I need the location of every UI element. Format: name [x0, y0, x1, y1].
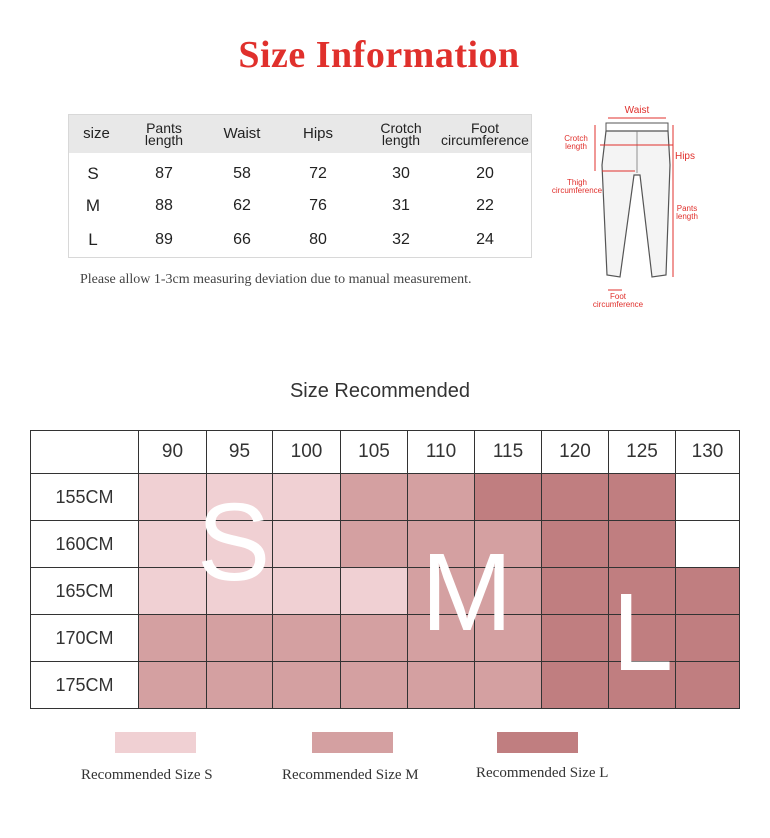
header-hips: [280, 115, 356, 153]
grid-column-header: 130: [676, 431, 740, 474]
grid-cell-size-l: [542, 521, 609, 568]
row-value: 66: [233, 231, 251, 248]
grid-column-header: 115: [475, 431, 542, 474]
grid-row-label: 160CM: [31, 521, 139, 568]
row-value: 76: [309, 197, 327, 214]
legend-swatch-s: [115, 732, 196, 753]
legend-swatch-l: [497, 732, 578, 753]
row-value: 72: [309, 165, 327, 182]
grid-column-header: 105: [341, 431, 408, 474]
grid-cell-size-m: [139, 662, 207, 709]
grid-row-label: 155CM: [31, 474, 139, 521]
size-info-header: [69, 115, 531, 153]
diagram-label-foot-line2: circumference: [592, 300, 644, 309]
grid-row-label: 165CM: [31, 568, 139, 615]
header-waist-label: Waist: [223, 125, 261, 142]
grid-cell-size-l: [676, 662, 740, 709]
grid-cell-size-m: [341, 521, 408, 568]
grid-cell-size-m: [475, 662, 542, 709]
page-title: Size Information: [238, 34, 520, 76]
grid-cell-size-l: [542, 662, 609, 709]
header-crotch-line1: Crotch: [380, 120, 422, 136]
diagram-label-pants-line2: length: [676, 212, 698, 221]
row-value: 87: [155, 165, 173, 182]
diagram-label-pants-length: [672, 205, 702, 221]
grid-cell-size-l: [676, 568, 740, 615]
overlay-letter-m: M: [421, 531, 513, 654]
grid-cell-size-l: [542, 568, 609, 615]
overlay-letter-s: S: [197, 481, 271, 604]
grid-cell-size-m: [207, 615, 273, 662]
recommend-title: Size Recommended: [289, 380, 471, 402]
row-value: 20: [476, 165, 494, 182]
grid-row-label: 175CM: [31, 662, 139, 709]
grid-column-header: 110: [408, 431, 475, 474]
diagram-label-thigh-line1: Thigh: [566, 178, 587, 187]
pants-diagram: [552, 105, 712, 315]
header-pants-length-line1: Pants: [146, 120, 182, 136]
grid-cell-size-s: [341, 568, 408, 615]
grid-column-header: 125: [609, 431, 676, 474]
grid-cell-size-m: [341, 662, 408, 709]
header-size-label: size: [83, 125, 110, 142]
grid-cell-size-s: [273, 568, 341, 615]
row-value: 31: [392, 197, 410, 214]
row-size: S: [87, 164, 99, 183]
grid-cell-size-l: [609, 474, 676, 521]
diagram-label-foot-line1: Foot: [609, 292, 626, 301]
header-waist: [204, 115, 280, 153]
row-value: 24: [476, 231, 494, 248]
grid-cell-size-s: [273, 521, 341, 568]
header-pants-length-line2: length: [144, 132, 184, 148]
diagram-label-thigh: [550, 179, 604, 195]
grid-row-label: 170CM: [31, 615, 139, 662]
grid-cell-size-s: [273, 474, 341, 521]
grid-column-header: 90: [139, 431, 207, 474]
header-pants-length: [124, 115, 204, 153]
row-size: L: [88, 230, 98, 249]
row-size: M: [85, 196, 101, 215]
row-value: 22: [476, 197, 494, 214]
legend-label-l: Recommended Size L: [476, 765, 609, 781]
grid-corner-cell: [31, 431, 139, 474]
grid-row: [31, 474, 740, 521]
grid-cell-size-l: [676, 615, 740, 662]
overlay-letter-l: L: [612, 571, 674, 694]
header-foot-line2: circumference: [441, 132, 529, 148]
legend-swatch-m: [312, 732, 393, 753]
diagram-label-crotch-line1: Crotch: [564, 134, 588, 143]
header-foot-circumference: [437, 115, 533, 153]
size-info-table: [68, 114, 532, 258]
diagram-label-hips: Hips: [674, 151, 695, 162]
measurement-note: Please allow 1-3cm measuring deviation due to manual measurement.: [80, 272, 472, 287]
grid-row: [31, 521, 740, 568]
legend-label-m: Recommended Size M: [282, 767, 419, 783]
grid-column-header: 120: [542, 431, 609, 474]
grid-header-row: [31, 431, 740, 474]
grid-cell-size-w: [676, 474, 740, 521]
header-size: [69, 115, 124, 153]
grid-cell-size-l: [542, 474, 609, 521]
grid-column-header: 95: [207, 431, 273, 474]
diagram-label-pants-line1: Pants: [676, 204, 698, 213]
row-value: 62: [233, 197, 251, 214]
row-value: 89: [155, 231, 173, 248]
header-crotch-length: [356, 115, 446, 153]
grid-cell-size-l: [609, 521, 676, 568]
row-value: 88: [155, 197, 173, 214]
grid-cell-size-m: [341, 474, 408, 521]
grid-cell-size-m: [408, 474, 475, 521]
row-value: 30: [392, 165, 410, 182]
legend-label-s: Recommended Size S: [81, 767, 213, 783]
diagram-label-crotch: [556, 135, 596, 151]
header-crotch-line2: length: [381, 132, 421, 148]
grid-cell-size-m: [273, 662, 341, 709]
header-hips-label: Hips: [302, 125, 333, 142]
grid-cell-size-m: [408, 662, 475, 709]
row-value: 80: [309, 231, 327, 248]
grid-cell-size-l: [475, 474, 542, 521]
grid-cell-size-m: [273, 615, 341, 662]
row-value: 32: [392, 231, 410, 248]
row-value: 58: [233, 165, 251, 182]
grid-cell-size-m: [207, 662, 273, 709]
grid-cell-size-m: [139, 615, 207, 662]
grid-cell-size-l: [542, 615, 609, 662]
grid-column-header: 100: [273, 431, 341, 474]
diagram-label-foot: [586, 293, 650, 309]
diagram-label-crotch-line2: length: [565, 142, 587, 151]
diagram-label-thigh-line2: circumference: [551, 186, 603, 195]
grid-cell-size-m: [341, 615, 408, 662]
header-foot-line1: Foot: [470, 120, 499, 136]
diagram-label-waist: Waist: [624, 105, 650, 116]
grid-cell-size-w: [676, 521, 740, 568]
